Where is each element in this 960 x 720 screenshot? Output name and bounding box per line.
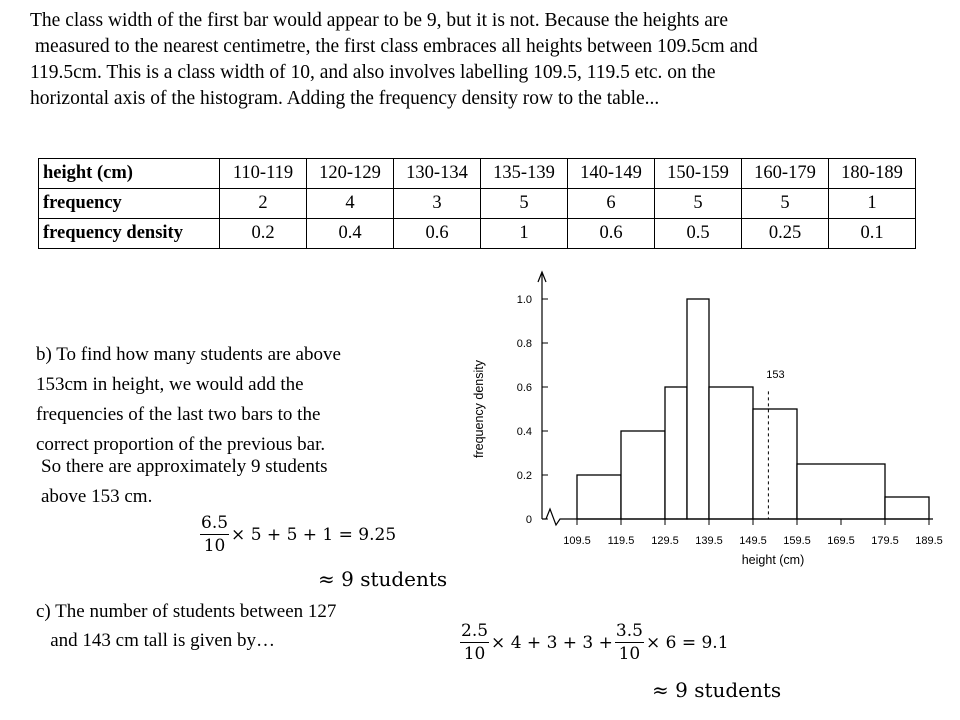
x-tick-label: 119.5	[607, 535, 635, 547]
table-cell: 0.5	[655, 219, 742, 249]
table-cell: 0.2	[220, 219, 307, 249]
part-b-text	[36, 340, 341, 460]
part-b-line: b) To find how many students are above	[36, 344, 341, 365]
table-cell: 180-189	[829, 159, 916, 189]
histogram-bar	[665, 387, 687, 519]
row-header: height (cm)	[39, 159, 220, 189]
table-cell: 120-129	[307, 159, 394, 189]
histogram-bar	[797, 464, 885, 519]
table-cell: 5	[742, 189, 829, 219]
table-cell: 5	[481, 189, 568, 219]
equation-rest: × 6 = 9.1	[645, 632, 729, 653]
x-tick-label: 189.5	[915, 535, 943, 547]
conclusion-line: So there are approximately 9 students	[41, 456, 328, 477]
fraction	[615, 620, 644, 665]
table-cell: 6	[568, 189, 655, 219]
fraction-denominator: 10	[203, 536, 226, 556]
part-b-conclusion	[41, 452, 328, 512]
x-tick-label: 139.5	[695, 535, 723, 547]
part-c-equation	[460, 620, 731, 665]
table-cell: 3	[394, 189, 481, 219]
table-row-height	[39, 159, 916, 189]
table-cell: 160-179	[742, 159, 829, 189]
fraction-denominator: 10	[618, 644, 641, 664]
part-b-approx: ≈ 9 students	[318, 567, 448, 591]
fraction-numerator: 2.5	[461, 621, 489, 641]
histogram-bar	[621, 431, 665, 519]
y-tick-label: 0.4	[516, 426, 532, 438]
histogram-bar	[687, 299, 709, 519]
y-tick-label: 0	[525, 514, 532, 526]
conclusion-line: above 153 cm.	[41, 486, 153, 507]
table-row-density	[39, 219, 916, 249]
y-tick-label: 0.6	[516, 382, 532, 394]
table-cell: 135-139	[481, 159, 568, 189]
y-tick-label: 0.2	[516, 470, 532, 482]
x-tick-label: 129.5	[651, 535, 679, 547]
table-cell: 0.6	[568, 219, 655, 249]
intro-line: measured to the nearest centimetre, the first class embraces all heights between 109.5cm and	[30, 36, 758, 57]
part-b-line: 153cm in height, we would add the	[36, 374, 304, 395]
part-c-approx: ≈ 9 students	[652, 678, 782, 702]
equation-middle: × 4 + 3 + 3 +	[491, 632, 613, 653]
fraction	[200, 512, 229, 557]
fraction-numerator: 3.5	[615, 621, 643, 641]
marker-label: 153	[766, 369, 785, 382]
table-cell: 0.4	[307, 219, 394, 249]
histogram-bar	[885, 497, 929, 519]
equation-rest: × 5 + 5 + 1 = 9.25	[231, 524, 397, 545]
row-header: frequency	[39, 189, 220, 219]
y-tick-label: 0.8	[516, 338, 532, 350]
fraction-numerator: 6.5	[201, 513, 229, 533]
y-axis-label: frequency density	[472, 360, 486, 458]
part-b-equation	[200, 512, 398, 557]
part-b-line: frequencies of the last two bars to the	[36, 404, 321, 425]
part-c-text	[36, 597, 336, 655]
table-cell: 0.25	[742, 219, 829, 249]
x-tick-label: 159.5	[783, 535, 811, 547]
table-cell: 0.6	[394, 219, 481, 249]
table-cell: 110-119	[220, 159, 307, 189]
x-tick-label: 179.5	[871, 535, 899, 547]
table-cell: 1	[829, 189, 916, 219]
row-header: frequency density	[39, 219, 220, 249]
histogram-chart	[460, 268, 950, 578]
x-tick-label: 149.5	[739, 535, 767, 547]
histogram-bar	[709, 387, 753, 519]
table-row-frequency	[39, 189, 916, 219]
part-b-line: correct proportion of the previous bar.	[36, 434, 326, 455]
table-cell: 2	[220, 189, 307, 219]
table-cell: 0.1	[829, 219, 916, 249]
table-cell: 150-159	[655, 159, 742, 189]
intro-line: horizontal axis of the histogram. Adding the frequency density row to the table...	[30, 88, 660, 109]
intro-line: 119.5cm. This is a class width of 10, and also involves labelling 109.5, 119.5 etc. on the	[30, 62, 716, 83]
intro-line: The class width of the first bar would appear to be 9, but it is not. Because the heights are	[30, 10, 729, 31]
table-cell: 5	[655, 189, 742, 219]
part-c-line: c) The number of students between 127	[36, 601, 337, 622]
table-cell: 130-134	[394, 159, 481, 189]
frequency-table	[38, 158, 916, 249]
x-tick-label: 169.5	[827, 535, 855, 547]
table-cell: 140-149	[568, 159, 655, 189]
fraction	[460, 620, 489, 665]
fraction-denominator: 10	[463, 644, 486, 664]
histogram-bar	[577, 475, 621, 519]
x-axis-label: height (cm)	[741, 553, 805, 567]
intro-paragraph	[30, 8, 940, 112]
x-tick-label: 109.5	[563, 535, 591, 547]
part-c-line: and 143 cm tall is given by…	[36, 630, 276, 651]
table-cell: 4	[307, 189, 394, 219]
table-cell: 1	[481, 219, 568, 249]
histogram-bar	[753, 409, 797, 519]
y-tick-label: 1.0	[516, 294, 532, 306]
